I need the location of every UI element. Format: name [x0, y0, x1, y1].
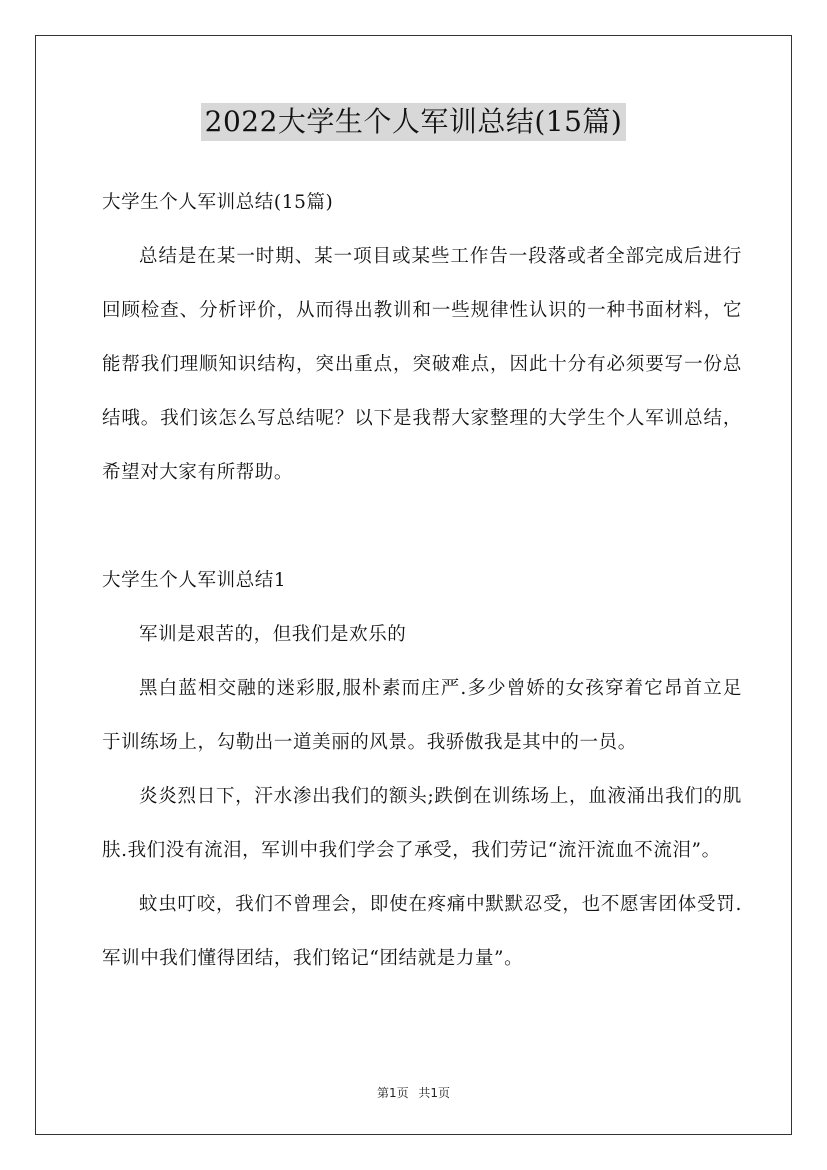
- title-container: [0, 103, 827, 141]
- section-paragraph: 炎炎烈日下，汗水渗出我们的额头;跌倒在训练场上，血液涌出我们的肌肤.我们没有流泪，军训中我们学会了承受，我们劳记“流汗流血不流泪”。: [102, 786, 742, 861]
- document-subtitle: 大学生个人军训总结(15篇): [102, 192, 334, 213]
- document-body: [102, 176, 742, 986]
- section-paragraph: 军训是艰苦的，但我们是欢乐的: [139, 624, 407, 645]
- section-paragraph: 蚊虫叮咬，我们不曾理会，即使在疼痛中默默忍受，也不愿害团体受罚.军训中我们懂得团结，我们铭记“团结就是力量”。: [102, 894, 742, 969]
- page-total: 共1页: [418, 1086, 451, 1100]
- document-title: 2022大学生个人军训总结(15篇): [201, 103, 627, 141]
- section-spacer: [102, 500, 742, 554]
- section-heading: 大学生个人军训总结1: [102, 570, 287, 591]
- page-footer: [0, 1084, 827, 1101]
- section-paragraph: 黑白蓝相交融的迷彩服,服朴素而庄严.多少曾娇的女孩穿着它昂首立足于训练场上，勾勒出一道美丽的风景。我骄傲我是其中的一员。: [102, 678, 742, 753]
- page-number: 第1页: [376, 1086, 409, 1100]
- intro-paragraph: 总结是在某一时期、某一项目或某些工作告一段落或者全部完成后进行回顾检查、分析评价，从而得出教训和一些规律性认识的一种书面材料，它能帮我们理顺知识结构，突出重点，突破难点，因此十分有必须要写一份总结哦。我们该怎么写总结呢？以下是我帮大家整理的大学生个人军训总结，希望对大家有所帮助。: [102, 246, 742, 483]
